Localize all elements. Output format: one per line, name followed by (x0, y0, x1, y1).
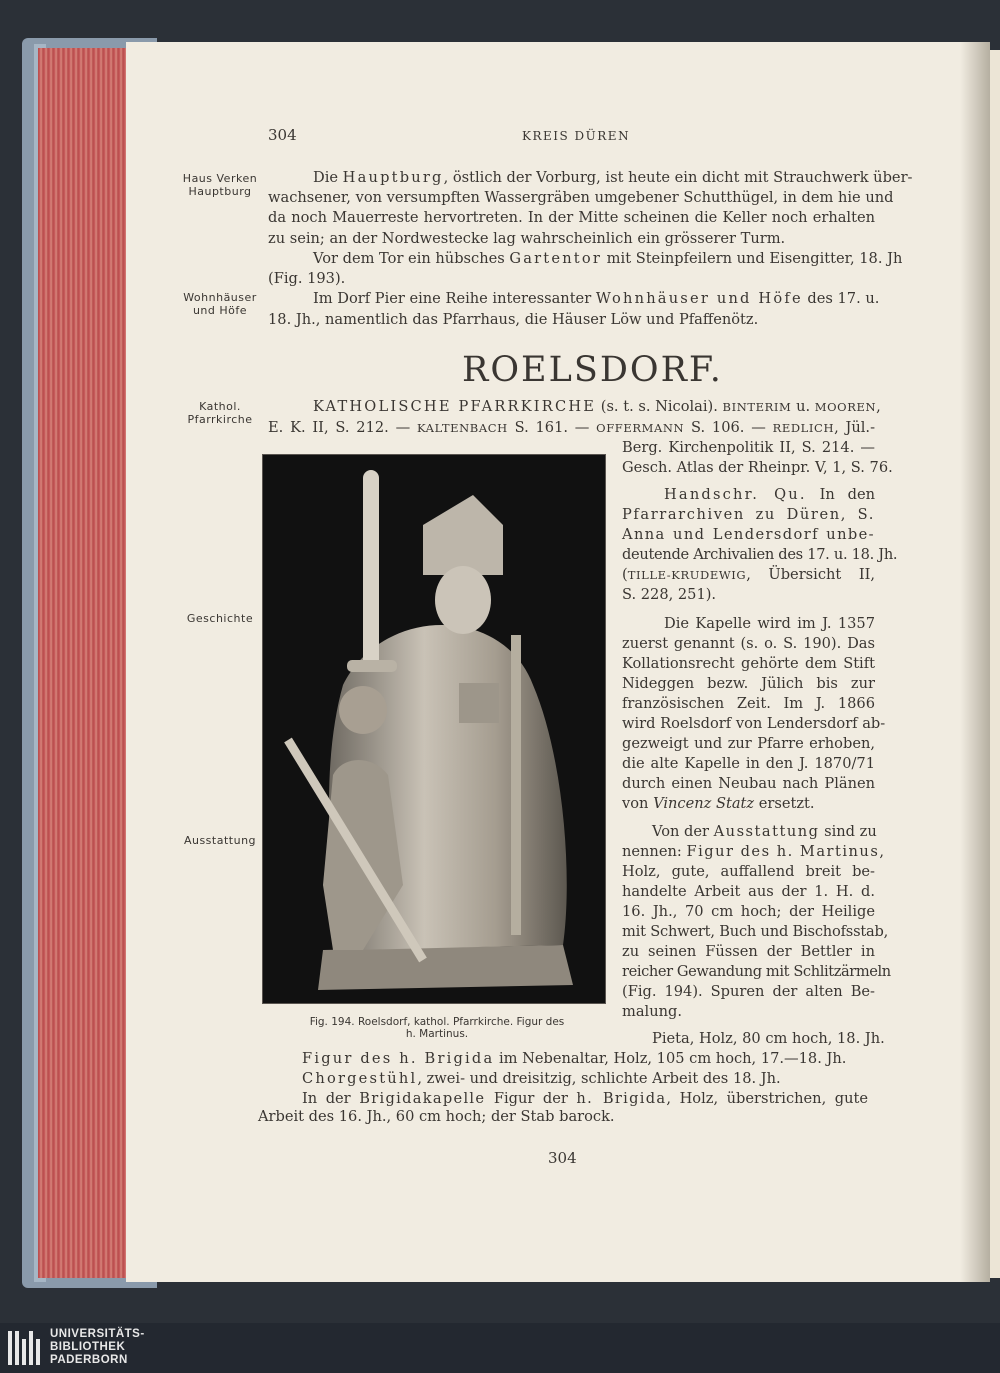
library-logo-bar (0, 1323, 1000, 1373)
book (459, 683, 499, 723)
margin-note-haus-verken: Haus Verken Hauptburg (182, 172, 258, 198)
margin-note-geschichte: Geschichte (186, 612, 254, 625)
library-logo-text: UNIVERSITÄTS- BIBLIOTHEK PADERBORN (50, 1328, 145, 1366)
statue-illustration (263, 455, 605, 1003)
margin-note-kathol-pfarrkirche: Kathol. Pfarrkirche (187, 400, 253, 426)
figure-photo-martinus (262, 454, 606, 1004)
beggar-head (339, 686, 387, 734)
section-title: ROELSDORF. (462, 350, 723, 390)
library-logo-icon (6, 1327, 46, 1369)
crozier (511, 635, 521, 935)
margin-note-wohnhaeuser: Wohnhäuser und Höfe (183, 291, 257, 317)
footer-page-number: 304 (548, 1149, 577, 1167)
scan-background: 304 KREIS DÜREN Haus Verken Hauptburg Wohnhäuser und Höfe Kathol. Pfarrkirche Geschichte Ausstattung Die Hauptburg, östlich der Vorburg, ist heute ein dicht mit Strauchwerk über- wachsener, von versumpften Wassergräben umgebener Schutthügel, in dem hie und da noch Mauerreste hervortreten. In der Mitte scheinen die Keller noch erhalten zu sein; an der Nordwestecke lag wahrscheinlich ein grösserer Turm. Vor dem Tor ein hübsches Gartentor mit Steinpfeilern und Eisengitter, 18. Jh (Fig. 193). Im Dorf Pier eine Reihe interessanter Wohnhäuser und Höfe des 17. u. 18. Jh., namentlich das Pfarrhaus, die Häuser Löw und Pfaffenötz. ROELSDORF. KATHOLISCHE PFARRKIRCHE (s. t. s. Nicolai). BINTERIM u. MOOREN, E. K. II, S. 212. — KALTENBACH S. 161. — OFFERMANN S. 106. — REDLICH, Jül.- Berg. Kirchenpolitik II, S. 214. — Gesch. Atlas der Rheinpr. V, 1, S. 76. Handschr. Qu. In den Pfarrarchiven zu Düren, S. Anna und Lendersdorf unbe- deutende Archivalien des 17. u. 18. Jh. (TILLE-KRUDEWIG, Übersicht II, S. 228, 251). Die Kapelle wird im J. 1357 zuerst genannt (s. o. S. 190). Das Kollationsrecht gehörte dem Stift Nideggen bezw. Jülich bis zur französischen Zeit. Im J. 1866 wird Roelsdorf von Lendersdorf ab- gezweigt und zur Pfarre erhoben, die alte Kapelle in den J. 1870/71 durch einen Neubau nach Plänen von Vincenz Statz ersetzt. Von der Ausstattung sind zu nennen: Figur des h. Martinus, Holz, gute, auffallend breit be- handelte Arbeit aus der 1. H. d. 16. Jh., 70 cm hoch; der Heilige mit Schwert, Buch und Bischofsstab, zu seinen Füssen der Bettler in reicher Gewandung mit Schlitzärmeln (Fig. 194). Spuren der alten Be- malung. Fig. 194. Roelsdorf, kathol. Pfarrkirche. Figur des h. Martinus. Pieta, Holz, 80 cm hoch, 18. Jh. Figur des h. Brigida im Nebenaltar, Holz, 105 cm hoch, 17.—18. Jh. Chorgestühl, zwei- und dreisitzig, schlichte Arbeit des 18. Jh. In der Brigidakapelle Figur der h. Brigida, Holz, überstrichen, gute Arbeit des 16. Jh., 60 cm hoch; der Stab barock. 304 (0, 0, 1000, 1323)
header-page-number: 304 (268, 126, 297, 144)
page-gutter-shadow (960, 42, 990, 1282)
statue-base (318, 945, 573, 990)
margin-note-ausstattung: Ausstattung (183, 834, 257, 847)
bishop-head (435, 566, 491, 634)
running-title: KREIS DÜREN (522, 129, 631, 143)
book-fore-edge (38, 48, 134, 1278)
sword (363, 470, 379, 670)
figure-caption: Fig. 194. Roelsdorf, kathol. Pfarrkirche. Figur des h. Martinus. (309, 1016, 565, 1040)
sword-guard (347, 660, 397, 672)
